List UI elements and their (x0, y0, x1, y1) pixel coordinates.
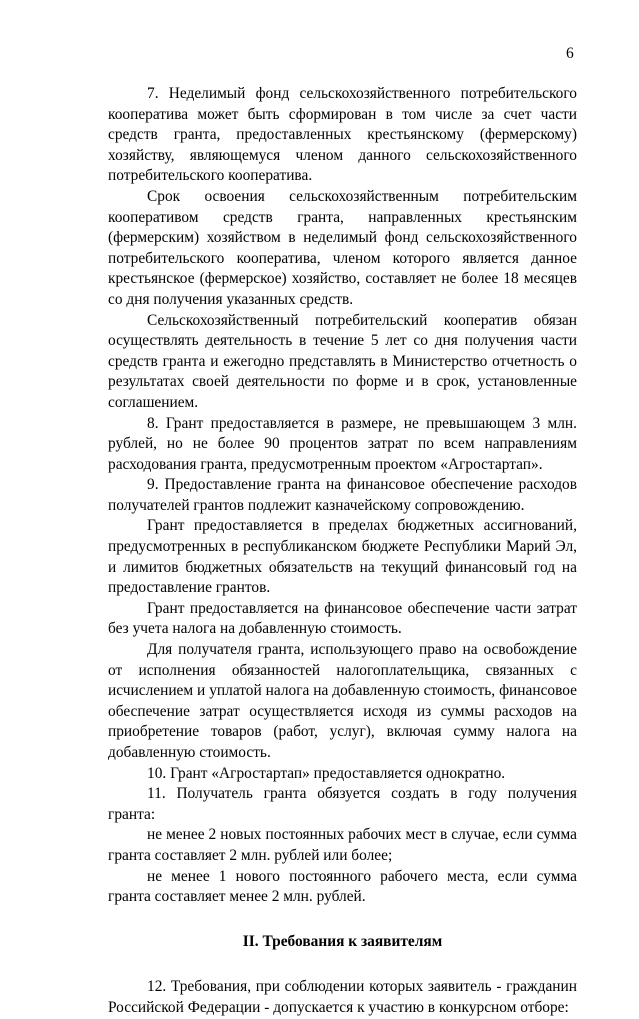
paragraph-10: 10. Грант «Агростартап» предоставляется однократно. (147, 764, 506, 782)
paragraph-11-item-2: не менее 1 нового постоянного рабочего места, если сумма гранта составляет менее 2 млн. рублей. (108, 867, 577, 906)
paragraph-9: 9. Предоставление гранта на финансовое обеспечение расходов получателей грантов подлежит казначейскому сопровождению. (108, 476, 577, 514)
paragraph-vat-exemption: Для получателя гранта, использующего право на освобождение от исполнения обязанностей налогоплательщика, связанных с исчислением и уплатой налога на добавленную стоимость, финансовое обеспечение затрат осуществляется исходя из суммы расходов на приобретение товаров (работ, услуг), включая сумму налога на добавленную стоимость. (108, 641, 577, 761)
paragraph-11: 11. Получатель гранта обязуется создать в году получения гранта: (108, 785, 577, 823)
document-body (108, 84, 577, 1019)
section-heading: II. Требования к заявителям (242, 932, 443, 950)
paragraph-12: 12. Требования, при соблюдении которых заявитель - гражданин Российской Федерации - допускается к участию в конкурсном отборе: (108, 978, 577, 1016)
page-number: 6 (566, 45, 574, 62)
paragraph-term: Срок освоения сельскохозяйственным потребительским кооперативом средств гранта, направленных крестьянским (фермерским) хозяйством в неделимый фонд сельскохозяйственного потребительского кооператива, членом которого является данное крестьянское (фермерское) хозяйство, составляет не более 18 месяцев со дня получения указанных средств. (108, 187, 577, 308)
paragraph-budget: Грант предоставляется в пределах бюджетных ассигнований, предусмотренных в республиканском бюджете Республики Марий Эл, и лимитов бюджетных обязательств на текущий финансовый год на предоставление грантов. (108, 517, 577, 597)
paragraph-7: 7. Неделимый фонд сельскохозяйственного потребительского кооператива может быть сформирован в том числе за счет части средств гранта, предоставленных крестьянскому (фермерскому) хозяйству, являющемуся членом данного сельскохозяйственного потребительского кооператива. (108, 85, 577, 185)
paragraph-8: 8. Грант предоставляется в размере, не превышающем 3 млн. рублей, но не более 90 процентов затрат по всем направлениям расходования гранта, предусмотренным проектом «Агростартап». (108, 414, 577, 473)
paragraph-vat-excluded: Грант предоставляется на финансовое обеспечение части затрат без учета налога на добавленную стоимость. (108, 599, 577, 638)
paragraph-cooperative-obligation: Сельскохозяйственный потребительский кооператив обязан осуществлять деятельность в течение 5 лет со дня получения части средств гранта и ежегодно представлять в Министерство отчетность о результатах своей деятельности по форме и в срок, установленные соглашением. (108, 311, 577, 411)
paragraph-11-item-1: не менее 2 новых постоянных рабочих мест в случае, если сумма гранта составляет 2 млн. рублей или более; (108, 826, 577, 864)
